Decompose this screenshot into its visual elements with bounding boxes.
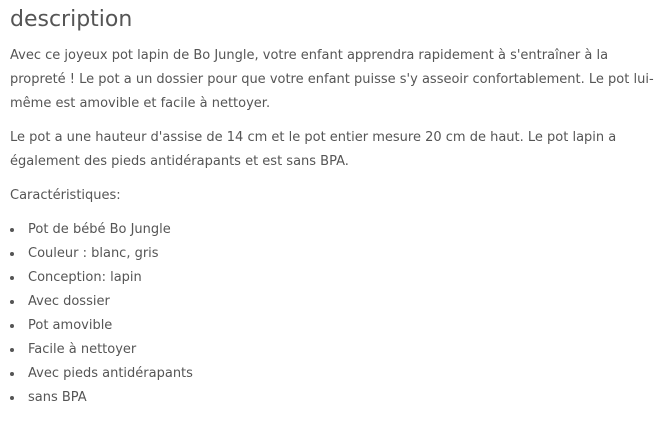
feature-text: Couleur : blanc, gris [28, 246, 159, 261]
features-list [10, 218, 657, 410]
description-paragraph-1: Avec ce joyeux pot lapin de Bo Jungle, votre enfant apprendra rapidement à s'entraîner à la propreté ! Le pot a un dossier pour que votre enfant puisse s'y asseoir confortablement. Le pot lui-même est amovible et facile à nettoyer. [10, 48, 654, 111]
description-heading: description [10, 7, 133, 32]
bullet-icon [10, 324, 14, 328]
feature-text: Avec dossier [28, 294, 110, 309]
bullet-icon [10, 396, 14, 400]
bullet-icon [10, 372, 14, 376]
bullet-icon [10, 228, 14, 232]
list-item [28, 314, 657, 338]
list-item [28, 218, 657, 242]
feature-text: Conception: lapin [28, 270, 142, 285]
list-item [28, 266, 657, 290]
feature-text: Facile à nettoyer [28, 342, 137, 357]
list-item [28, 242, 657, 266]
list-item [28, 290, 657, 314]
feature-text: Avec pieds antidérapants [28, 366, 193, 381]
features-label: Caractéristiques: [10, 188, 121, 203]
list-item [28, 386, 657, 410]
list-item [28, 338, 657, 362]
description-paragraph-2: Le pot a une hauteur d'assise de 14 cm et le pot entier mesure 20 cm de haut. Le pot lapin a également des pieds antidérapants et est sans BPA. [10, 130, 617, 169]
list-item [28, 362, 657, 386]
feature-text: Pot amovible [28, 318, 113, 333]
bullet-icon [10, 252, 14, 256]
bullet-icon [10, 276, 14, 280]
bullet-icon [10, 348, 14, 352]
feature-text: sans BPA [28, 390, 87, 405]
bullet-icon [10, 300, 14, 304]
feature-text: Pot de bébé Bo Jungle [28, 222, 171, 237]
